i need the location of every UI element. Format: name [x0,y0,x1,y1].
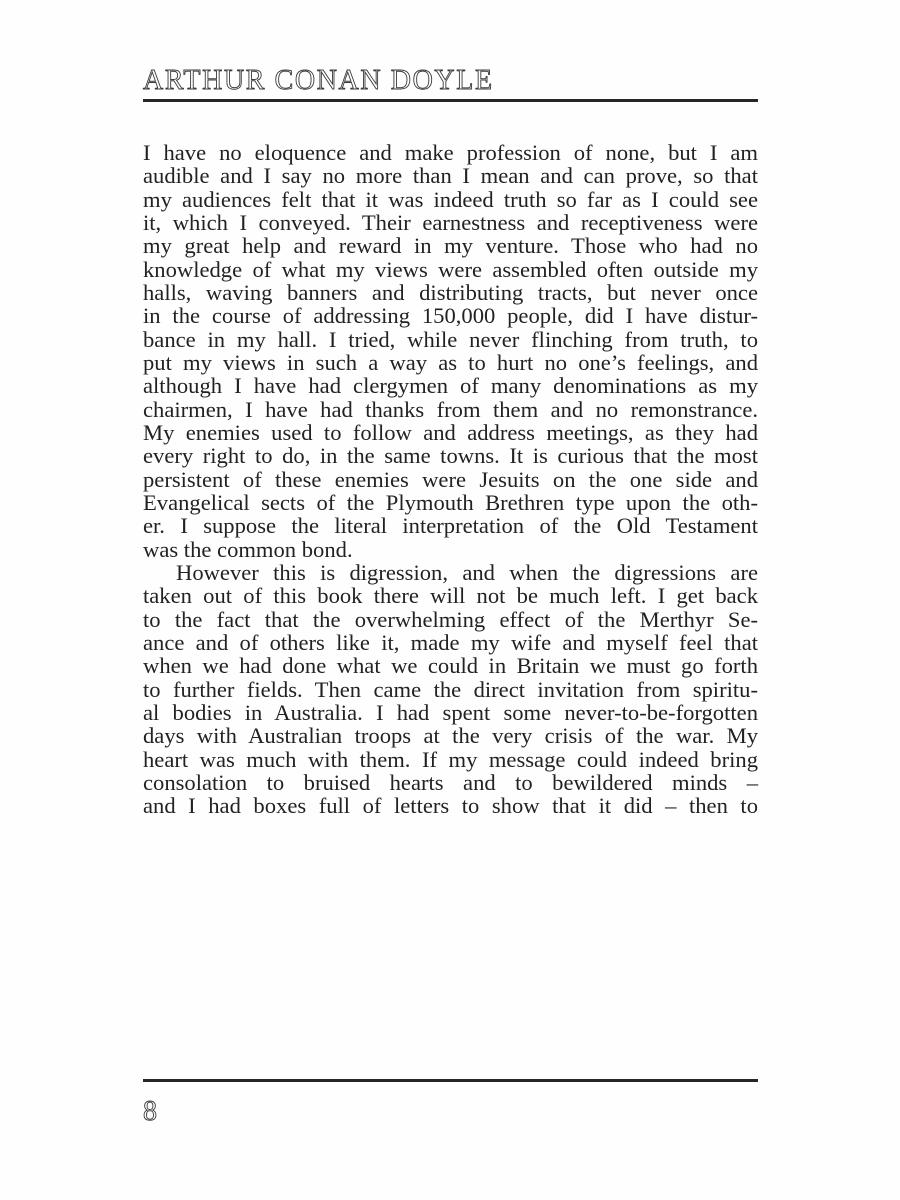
text-line: to the fact that the overwhelming effect of the Merthyr Se- [143,606,758,632]
text-line: days with Australian troops at the very crisis of the war. My [143,723,758,749]
text-line: al bodies in Australia. I had spent some never-to-be-forgotten [143,699,758,725]
text-line: every right to do, in the same towns. It is curious that the most [143,443,758,469]
text-line: persistent of these enemies were Jesuits on the one side and [143,466,758,492]
text-line: knowledge of what my views were assembled often outside my [143,256,758,282]
text-line: in the course of addressing 150,000 people, did I have distur- [143,303,758,329]
text-line: halls, waving banners and distributing tracts, but never once [143,279,758,305]
text-line: when we had done what we could in Britain we must go forth [143,653,758,679]
text-line: taken out of this book there will not be much left. I get back [143,583,758,609]
text-line: and I had boxes full of letters to show that it did – then to [143,793,758,819]
text-line: My enemies used to follow and address meetings, as they had [143,419,758,445]
text-line: bance in my hall. I tried, while never flinching from truth, to [143,326,758,352]
text-line: heart was much with them. If my message could indeed bring [143,746,758,772]
text-line: Evangelical sects of the Plymouth Brethren type upon the oth- [143,489,758,515]
text-line: I have no eloquence and make profession of none, but I am [143,140,758,165]
running-head-author: ARTHUR CONAN DOYLE [143,65,494,96]
text-line: chairmen, I have had thanks from them and no remonstrance. [143,396,758,422]
body-text [143,141,758,818]
text-line: er. I suppose the literal interpretation of the Old Testament [143,513,758,539]
text-line: consolation to bruised hearts and to bewildered minds – [143,769,758,795]
text-line: ance and of others like it, made my wife and myself feel that [143,629,758,655]
text-line: put my views in such a way as to hurt no one’s feelings, and [143,349,758,375]
header-rule [143,99,758,102]
text-line: although I have had clergymen of many denominations as my [143,373,758,399]
text-line: to further fields. Then came the direct invitation from spiritu- [143,676,758,702]
text-line: my great help and reward in my venture. Those who had no [143,233,758,259]
text-line: was the common bond. [143,536,353,562]
text-line: my audiences felt that it was indeed truth so far as I could see [143,186,758,212]
text-line: However this is digression, and when the digressions are [176,559,758,585]
page-number: 8 [143,1096,157,1127]
footer-rule [143,1079,758,1082]
text-line: audible and I say no more than I mean and can prove, so that [143,163,758,189]
text-line: it, which I conveyed. Their earnestness and receptiveness were [143,209,758,235]
